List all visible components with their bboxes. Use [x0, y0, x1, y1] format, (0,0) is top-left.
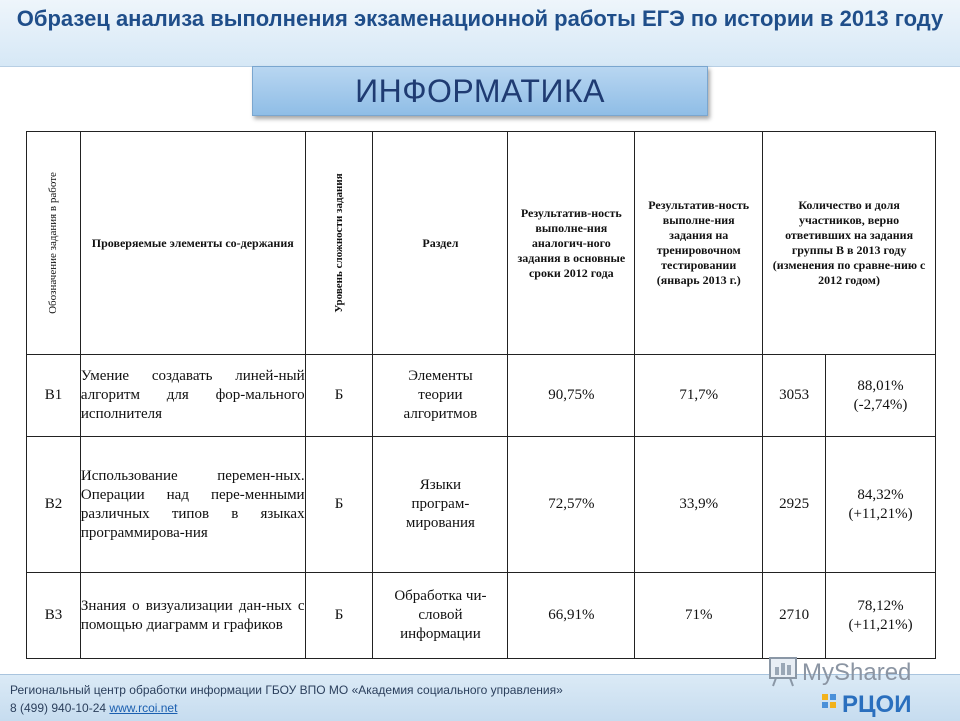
- result-2012-cell: 90,75%: [508, 355, 635, 437]
- header-result-train: Результатив-ность выполне-ния задания на тренировочном тестировании (январь 2013 г.): [635, 132, 763, 355]
- myshared-text: MyShared: [802, 659, 912, 686]
- rcoi-mark-icon: [822, 694, 836, 708]
- footer-org: Региональный центр обработки информации ГБОУ ВПО МО «Академия социального управления»: [10, 683, 563, 697]
- section-cell: Языки програм-мирования: [373, 437, 508, 573]
- header-task: Обозначение задания в работе: [27, 132, 81, 355]
- count-cell: 3053: [763, 355, 826, 437]
- task-cell: В1: [27, 355, 81, 437]
- header-level: Уровень сложности задания: [305, 132, 373, 355]
- subject-label: ИНФОРМАТИКА: [252, 66, 708, 116]
- section-cell: Элементы теории алгоритмов: [373, 355, 508, 437]
- myshared-logo: [768, 652, 928, 692]
- footer-link[interactable]: www.rcoi.net: [109, 701, 178, 715]
- result-2012-cell: 72,57%: [508, 437, 635, 573]
- footer-contact: [10, 701, 177, 715]
- header-result-2012: Результатив-ность выполне-ния аналогич-ного задания в основные сроки 2012 года: [508, 132, 635, 355]
- page-title: Образец анализа выполнения экзаменационной работы ЕГЭ по истории в 2013 году: [16, 6, 944, 31]
- elements-cell: Использование перемен-ных. Операции над пере-менными различных типов в языках программирова-ния: [80, 437, 305, 573]
- presentation-icon: [770, 658, 796, 686]
- table-row: [27, 437, 936, 573]
- share-value: 84,32%: [857, 486, 904, 503]
- table-row: [27, 573, 936, 659]
- result-train-cell: 71%: [635, 573, 763, 659]
- header-section: Раздел: [373, 132, 508, 355]
- result-train-cell: 71,7%: [635, 355, 763, 437]
- task-cell: В3: [27, 573, 81, 659]
- header-banner: [0, 0, 960, 67]
- rcoi-logo: [820, 688, 950, 718]
- share-change: (+11,21%): [848, 505, 913, 522]
- table-row: [27, 355, 936, 437]
- count-cell: 2710: [763, 573, 826, 659]
- rcoi-text: РЦОИ: [842, 691, 912, 718]
- footer-phone: 8 (499) 940-10-24: [10, 701, 107, 715]
- share-cell: [826, 437, 936, 573]
- result-2012-cell: 66,91%: [508, 573, 635, 659]
- elements-cell: Умение создавать линей-ный алгоритм для фор-мального исполнителя: [80, 355, 305, 437]
- count-cell: 2925: [763, 437, 826, 573]
- share-change: (-2,74%): [853, 396, 908, 413]
- result-train-cell: 33,9%: [635, 437, 763, 573]
- share-change: (+11,21%): [848, 616, 913, 633]
- level-cell: Б: [305, 437, 373, 573]
- header-elements: Проверяемые элементы со-держания: [80, 132, 305, 355]
- share-value: 78,12%: [857, 597, 904, 614]
- level-cell: Б: [305, 573, 373, 659]
- share-cell: [826, 355, 936, 437]
- share-value: 88,01%: [857, 377, 904, 394]
- table-header-row: [27, 132, 936, 355]
- elements-cell: Знания о визуализации дан-ных с помощью диаграмм и графиков: [80, 573, 305, 659]
- share-cell: [826, 573, 936, 659]
- level-cell: Б: [305, 355, 373, 437]
- task-cell: В2: [27, 437, 81, 573]
- header-count: Количество и доля участников, верно ответивших на задания группы В в 2013 году (изменения по сравне-нию с 2012 годом): [763, 132, 936, 355]
- results-table: [26, 131, 936, 659]
- section-cell: Обработка чи-словой информации: [373, 573, 508, 659]
